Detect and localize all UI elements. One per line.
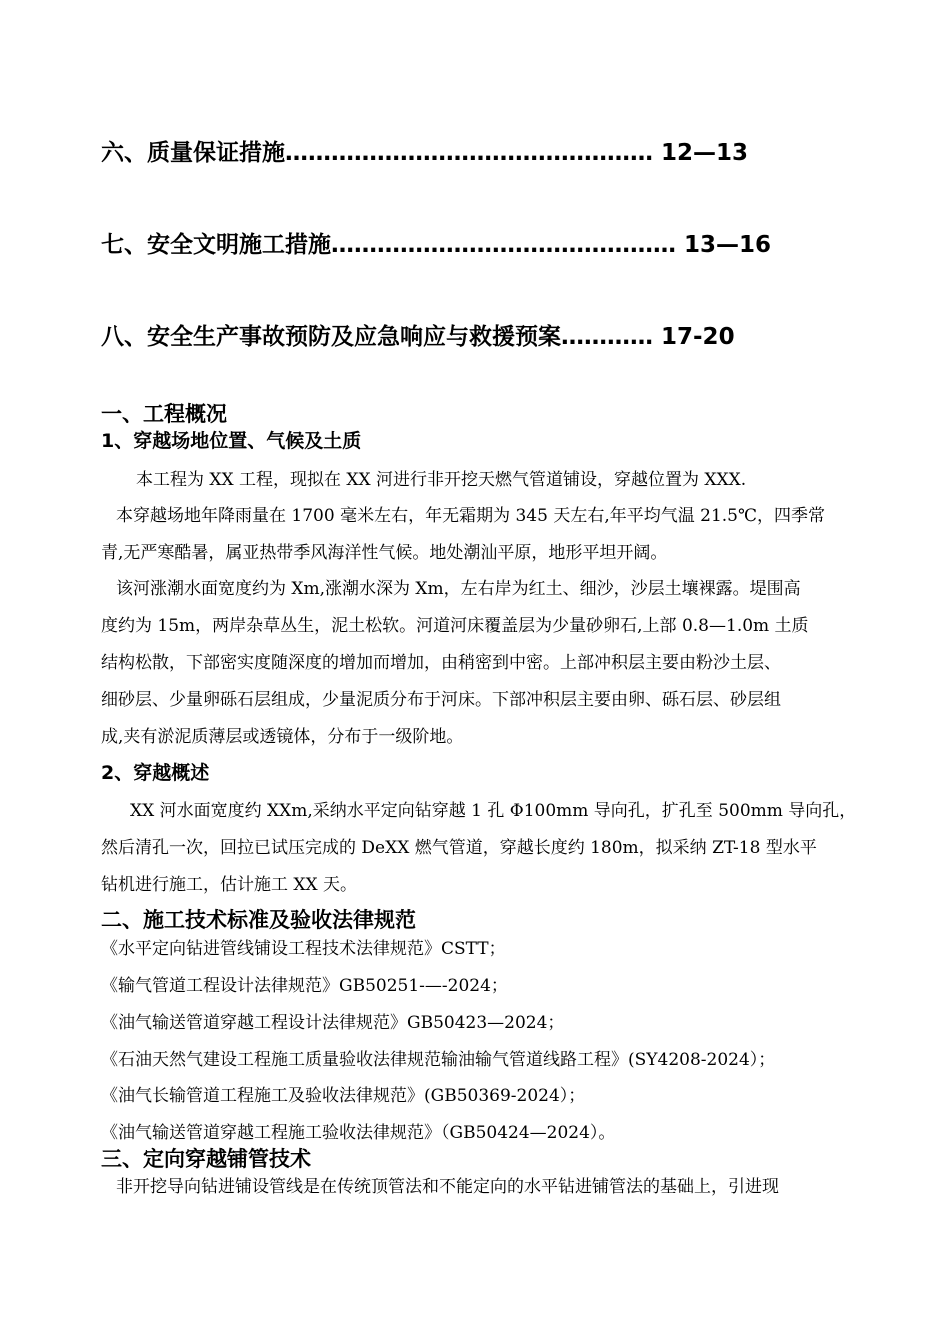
standard-item: 《油气长输管道工程施工及验收法律规范》(GB50369-2024）； bbox=[101, 1086, 586, 1106]
paragraph-line: 钻机进行施工，估计施工 XX 天。 bbox=[101, 875, 358, 895]
section-heading-overview: 一、工程概况 bbox=[101, 402, 227, 426]
toc-entry-quality: 六、质量保证措施………………………………………… 12—13 bbox=[101, 140, 749, 166]
section-heading-technique: 三、定向穿越铺管技术 bbox=[101, 1147, 311, 1171]
section-heading-standards: 二、施工技术标准及验收法律规范 bbox=[101, 908, 416, 932]
paragraph-line: 细砂层、少量卵砾石层组成，少量泥质分布于河床。下部冲积层主要由卵、砾石层、砂层组 bbox=[101, 690, 781, 710]
paragraph-line: 度约为 15m，两岸杂草丛生，泥土松软。河道河床覆盖层为少量砂卵石,上部 0.8—1.0m 土质 bbox=[101, 616, 809, 636]
paragraph-line: 本工程为 XX 工程，现拟在 XX 河进行非开挖天燃气管道铺设，穿越位置为 XXX. bbox=[136, 470, 747, 490]
paragraph-line: 本穿越场地年降雨量在 1700 毫米左右，年无霜期为 345 天左右,年平均气温 21.5℃，四季常 bbox=[116, 506, 826, 526]
standard-item: 《石油天然气建设工程施工质量验收法律规范输油输气管道线路工程》(SY4208-2024）； bbox=[101, 1050, 776, 1070]
toc-entry-emergency: 八、安全生产事故预防及应急响应与救援预案………… 17-20 bbox=[101, 324, 735, 350]
subsection-heading-crossing: 2、穿越概述 bbox=[101, 762, 210, 784]
toc-entry-safety: 七、安全文明施工措施……………………………………… 13—16 bbox=[101, 232, 772, 258]
standard-item: 《油气输送管道穿越工程施工验收法律规范》（GB50424—2024）。 bbox=[101, 1123, 616, 1143]
paragraph-line: 结构松散，下部密实度随深度的增加而增加，由稍密到中密。上部冲积层主要由粉沙土层、 bbox=[101, 653, 781, 673]
standard-item: 《油气输送管道穿越工程设计法律规范》GB50423—2024； bbox=[101, 1013, 565, 1033]
standard-item: 《水平定向钻进管线铺设工程技术法律规范》CSTT； bbox=[101, 939, 506, 959]
paragraph-line: XX 河水面宽度约 XXm,采纳水平定向钻穿越 1 孔 Φ100mm 导向孔，扩孔至 500mm 导向孔， bbox=[130, 801, 857, 821]
standard-item: 《输气管道工程设计法律规范》GB50251-—-2024； bbox=[101, 976, 508, 996]
paragraph-line: 该河涨潮水面宽度约为 Xm,涨潮水深为 Xm，左右岸为红土、细沙，沙层土壤裸露。堤围高 bbox=[116, 579, 801, 599]
paragraph-line: 青,无严寒酷暑，属亚热带季风海洋性气候。地处潮汕平原，地形平坦开阔。 bbox=[101, 543, 668, 563]
paragraph-line: 然后清孔一次，回拉已试压完成的 DeXX 燃气管道，穿越长度约 180m，拟采纳 ZT-18 型水平 bbox=[101, 838, 817, 858]
paragraph-line: 非开挖导向钻进铺设管线是在传统顶管法和不能定向的水平钻进铺管法的基础上，引进现 bbox=[116, 1177, 779, 1197]
paragraph-line: 成,夹有淤泥质薄层或透镜体，分布于一级阶地。 bbox=[101, 727, 464, 747]
subsection-heading-site: 1、穿越场地位置、气候及土质 bbox=[101, 430, 362, 452]
